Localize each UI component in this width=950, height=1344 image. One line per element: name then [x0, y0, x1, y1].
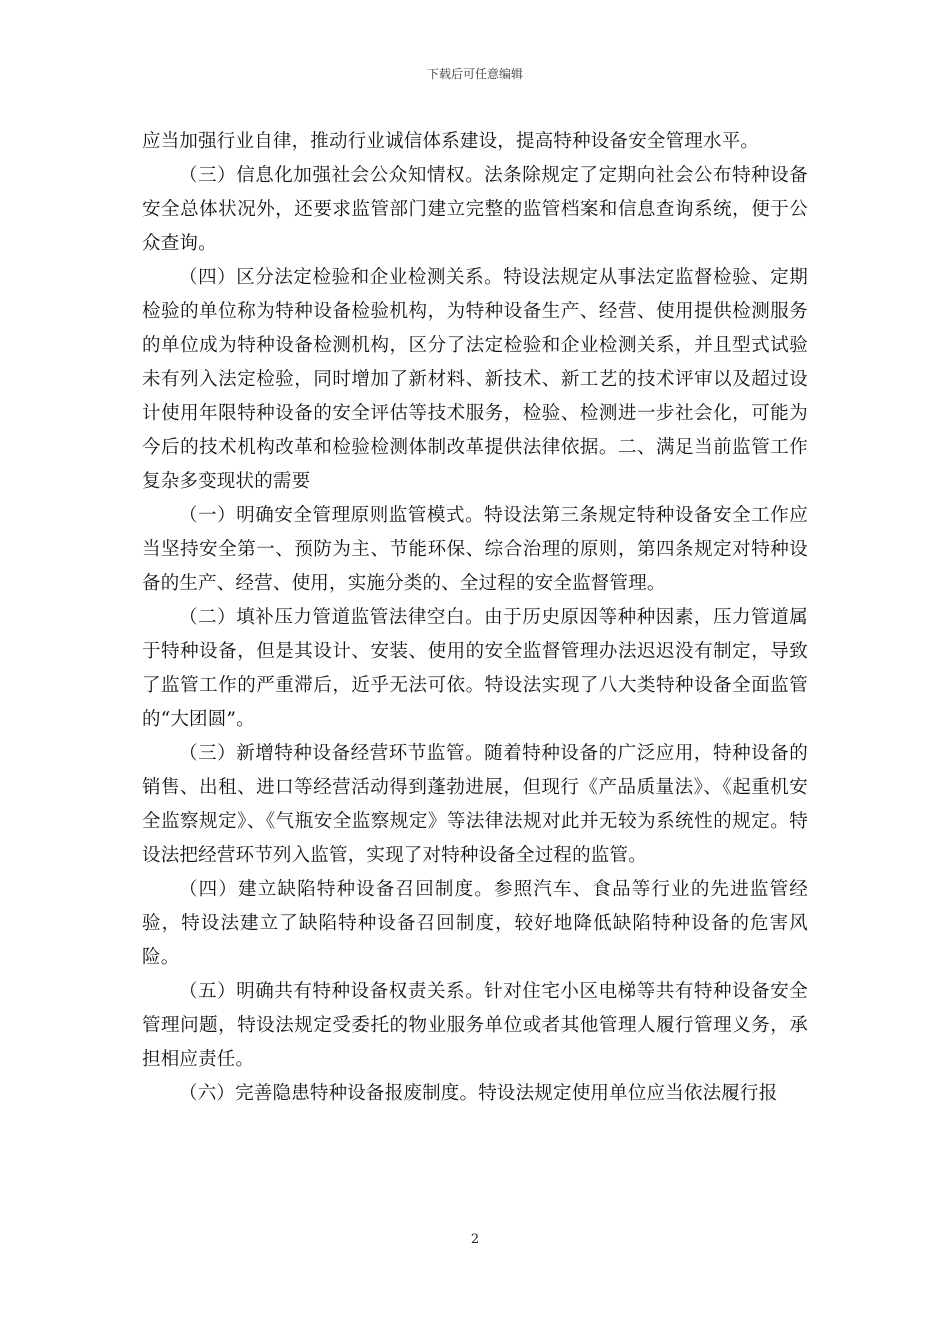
paragraph-2: （三）信息化加强社会公众知情权。法条除规定了定期向社会公布特种设备安全总体状况外，还要求监管部门建立完整的监管档案和信息查询系统，便于公众查询。: [142, 165, 808, 254]
paragraph-4: （一）明确安全管理原则监管模式。特设法第三条规定特种设备安全工作应当坚持安全第一、预防为主、节能环保、综合治理的原则，第四条规定对特种设备的生产、经营、使用，实施分类的、全过程的安全监督管理。: [142, 505, 808, 594]
page-number: 2: [470, 1232, 480, 1247]
paragraph-8: （五）明确共有特种设备权责关系。针对住宅小区电梯等共有特种设备安全管理问题，特设法规定受委托的物业服务单位或者其他管理人履行管理义务，承担相应责任。: [142, 981, 808, 1070]
document-body: [142, 125, 808, 1111]
paragraph-9: （六）完善隐患特种设备报废制度。特设法规定使用单位应当依法履行报: [179, 1083, 778, 1104]
paragraph-6: （三）新增特种设备经营环节监管。随着特种设备的广泛应用，特种设备的销售、出租、进口等经营活动得到蓬勃进展，但现行《产品质量法》、《起重机安全监察规定》、《气瓶安全监察规定》等法律法规对此并无较为系统性的规定。特设法把经营环节列入监管，实现了对特种设备全过程的监管。: [142, 743, 808, 866]
paragraph-5: （二）填补压力管道监管法律空白。由于历史原因等种种因素，压力管道属于特种设备，但是其设计、安装、使用的安全监督管理办法迟迟没有制定，导致了监管工作的严重滞后，近乎无法可依。特设法实现了八大类特种设备全面监管的“大团圆”。: [142, 607, 808, 730]
page-header: 下载后可任意编辑: [426, 67, 523, 81]
paragraph-3: （四）区分法定检验和企业检测关系。特设法规定从事法定监督检验、定期检验的单位称为特种设备检验机构，为特种设备生产、经营、使用提供检测服务的单位成为特种设备检测机构，区分了法定检验和企业检测关系，并且型式试验未有列入法定检验，同时增加了新材料、新技术、新工艺的技术评审以及超过设计使用年限特种设备的安全评估等技术服务，检验、检测进一步社会化，可能为今后的技术机构改革和检验检测体制改革提供法律依据。二、满足当前监管工作复杂多变现状的需要: [142, 267, 808, 492]
paragraph-1: 应当加强行业自律，推动行业诚信体系建设，提高特种设备安全管理水平。: [142, 131, 760, 152]
paragraph-7: （四）建立缺陷特种设备召回制度。参照汽车、食品等行业的先进监管经验，特设法建立了缺陷特种设备召回制度，较好地降低缺陷特种设备的危害风险。: [142, 879, 808, 968]
